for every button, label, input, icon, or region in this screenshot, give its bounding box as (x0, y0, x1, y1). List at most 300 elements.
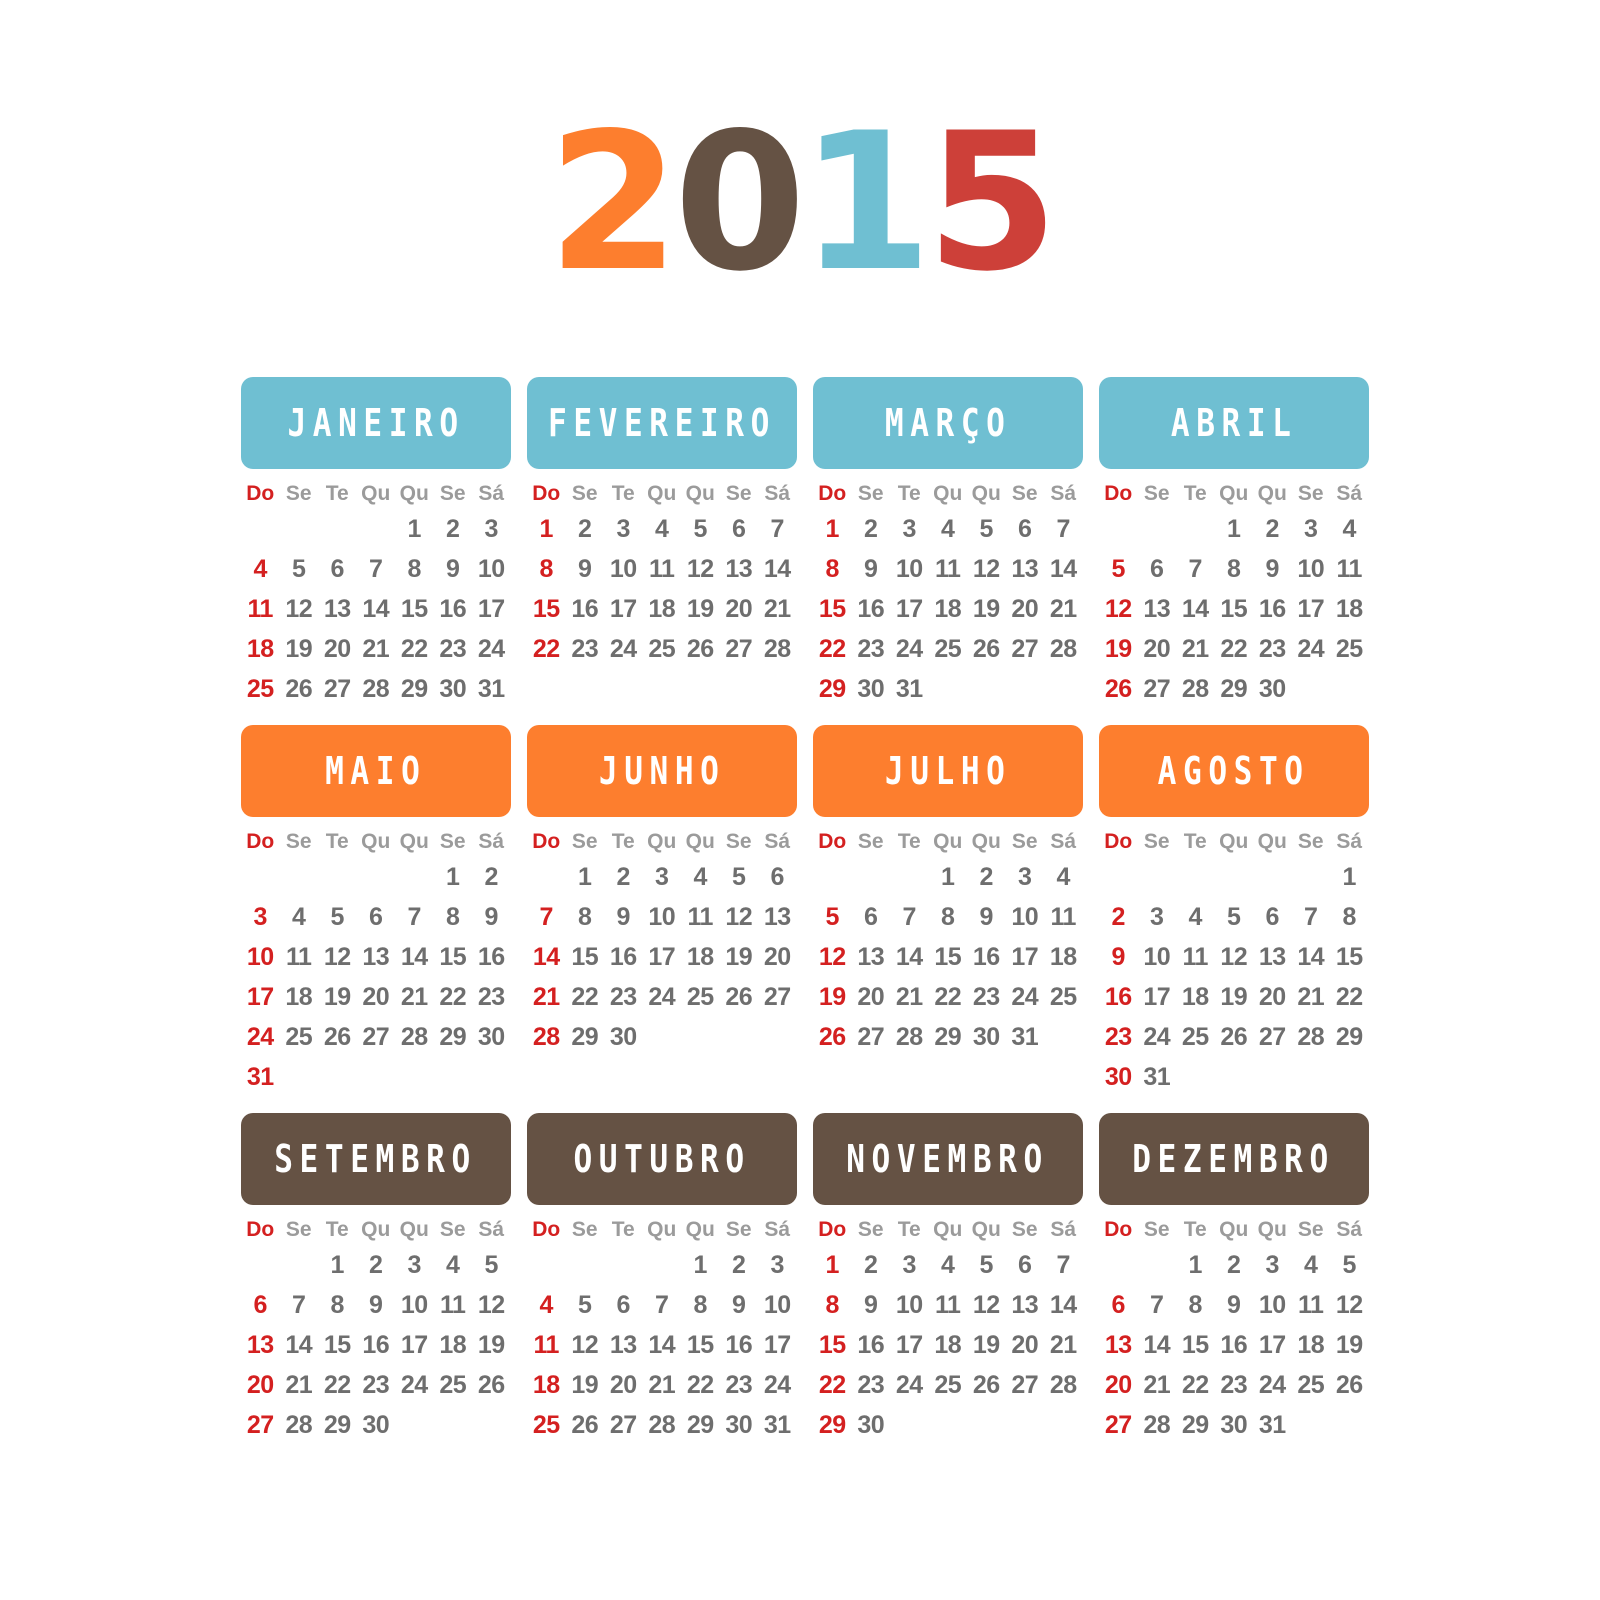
day-cell: 20 (763, 943, 791, 971)
weekday-label: Se (1011, 482, 1038, 505)
day-cell: 15 (686, 1331, 714, 1359)
month-header (813, 377, 1083, 469)
weekday-label: Se (1297, 1218, 1324, 1241)
day-cell: 7 (1188, 555, 1202, 583)
day-cell: 30 (972, 1023, 1000, 1051)
month-junho (527, 725, 797, 1113)
day-cell: 23 (477, 983, 505, 1011)
month-header (241, 725, 511, 817)
day-cell: 20 (725, 595, 753, 623)
day-cell: 4 (292, 903, 306, 931)
day-cell: 28 (362, 675, 390, 703)
weekday-label: Do (1104, 482, 1133, 505)
day-cell: 28 (1297, 1023, 1325, 1051)
day-cell: 15 (439, 943, 467, 971)
day-cell: 8 (941, 903, 955, 931)
day-cell: 30 (1220, 1411, 1248, 1439)
day-cell: 12 (1335, 1291, 1363, 1319)
day-cell: 9 (446, 555, 460, 583)
day-cell: 14 (1181, 595, 1209, 623)
day-cell: 8 (1227, 555, 1241, 583)
day-cell: 26 (1220, 1023, 1248, 1051)
day-cell: 29 (934, 1023, 962, 1051)
year-title (0, 92, 1600, 313)
month-name: SETEMBRO (274, 1137, 478, 1181)
day-cell: 8 (693, 1291, 707, 1319)
weekday-label: Do (246, 482, 275, 505)
weekday-label: Se (857, 482, 884, 505)
day-cell: 15 (1220, 595, 1248, 623)
day-cell: 11 (935, 1291, 961, 1319)
empty-day (241, 509, 280, 549)
day-cell: 21 (285, 1371, 313, 1399)
day-cell: 4 (1056, 863, 1070, 891)
day-cell: 1 (693, 1251, 707, 1279)
day-cell: 19 (1104, 635, 1132, 663)
day-cell: 14 (285, 1331, 313, 1359)
month-dezembro (1099, 1113, 1369, 1453)
weekday-label: Se (725, 1218, 752, 1241)
day-cell: 23 (972, 983, 1000, 1011)
empty-day (852, 857, 891, 897)
day-cell: 18 (1297, 1331, 1325, 1359)
day-cell: 22 (400, 635, 428, 663)
weekday-label: Sá (764, 830, 791, 853)
day-cell: 29 (818, 1411, 846, 1439)
weekday-label: Se (1143, 1218, 1170, 1241)
day-cell: 1 (1188, 1251, 1202, 1279)
day-cell: 28 (895, 1023, 923, 1051)
day-cell: 4 (693, 863, 707, 891)
day-cell: 23 (1258, 635, 1286, 663)
weekday-label: Qu (971, 482, 1001, 505)
day-cell: 18 (934, 1331, 962, 1359)
day-cell: 30 (439, 675, 467, 703)
weekday-label: Se (857, 1218, 884, 1241)
day-cell: 25 (1049, 983, 1077, 1011)
day-cell: 26 (1104, 675, 1132, 703)
day-cell: 19 (686, 595, 714, 623)
day-cell: 15 (1181, 1331, 1209, 1359)
day-cell: 20 (1143, 635, 1171, 663)
day-cell: 28 (763, 635, 791, 663)
day-cell: 12 (285, 595, 313, 623)
day-cell: 19 (571, 1371, 599, 1399)
day-cell: 12 (725, 903, 753, 931)
day-cell: 26 (323, 1023, 351, 1051)
month-header (527, 1113, 797, 1205)
day-cell: 29 (818, 675, 846, 703)
day-cell: 9 (1111, 943, 1125, 971)
day-cell: 14 (895, 943, 923, 971)
empty-day (1099, 1245, 1138, 1285)
day-cell: 30 (477, 1023, 505, 1051)
day-cell: 26 (972, 1371, 1000, 1399)
weekday-label: Qu (685, 1218, 715, 1241)
day-cell: 11 (935, 555, 961, 583)
weekday-label: Qu (1257, 482, 1287, 505)
weekday-label: Sá (1336, 1218, 1363, 1241)
day-cell: 28 (285, 1411, 313, 1439)
day-cell: 3 (407, 1251, 421, 1279)
weekday-label: Te (325, 1218, 349, 1241)
days-grid (241, 1215, 511, 1445)
weekday-label: Sá (478, 830, 505, 853)
day-cell: 21 (362, 635, 390, 663)
weekday-label: Te (611, 1218, 635, 1241)
day-cell: 8 (330, 1291, 344, 1319)
day-cell: 7 (1056, 515, 1070, 543)
day-cell: 2 (446, 515, 460, 543)
day-cell: 29 (323, 1411, 351, 1439)
day-cell: 17 (1297, 595, 1325, 623)
day-cell: 3 (616, 515, 630, 543)
day-cell: 27 (1011, 1371, 1039, 1399)
day-cell: 8 (407, 555, 421, 583)
empty-day (280, 1245, 319, 1285)
day-cell: 16 (609, 943, 637, 971)
day-cell: 1 (578, 863, 592, 891)
day-cell: 9 (578, 555, 592, 583)
day-cell: 28 (648, 1411, 676, 1439)
day-cell: 22 (571, 983, 599, 1011)
month-name: JANEIRO (287, 401, 465, 445)
day-cell: 21 (648, 1371, 676, 1399)
day-cell: 16 (972, 943, 1000, 971)
day-cell: 12 (972, 555, 1000, 583)
day-cell: 9 (1227, 1291, 1241, 1319)
weekday-label: Se (1011, 830, 1038, 853)
day-cell: 19 (477, 1331, 505, 1359)
day-cell: 25 (439, 1371, 467, 1399)
days-grid (1099, 827, 1369, 1097)
day-cell: 25 (1181, 1023, 1209, 1051)
day-cell: 6 (1111, 1291, 1125, 1319)
day-cell: 7 (369, 555, 383, 583)
day-cell: 25 (648, 635, 676, 663)
weekday-label: Te (897, 830, 921, 853)
day-cell: 6 (1265, 903, 1279, 931)
day-cell: 27 (609, 1411, 637, 1439)
day-cell: 11 (440, 1291, 466, 1319)
day-cell: 5 (330, 903, 344, 931)
weekday-label: Se (1297, 482, 1324, 505)
day-cell: 17 (246, 983, 274, 1011)
day-cell: 12 (323, 943, 351, 971)
weekday-label: Te (897, 1218, 921, 1241)
day-cell: 26 (571, 1411, 599, 1439)
day-cell: 15 (571, 943, 599, 971)
day-cell: 8 (825, 1291, 839, 1319)
month-name: MAIO (325, 749, 427, 793)
weekday-label: Sá (1050, 1218, 1077, 1241)
day-cell: 29 (400, 675, 428, 703)
day-cell: 7 (902, 903, 916, 931)
days-grid (241, 827, 511, 1097)
day-cell: 11 (687, 903, 713, 931)
day-cell: 4 (941, 1251, 955, 1279)
day-cell: 23 (362, 1371, 390, 1399)
weekday-label: Qu (399, 830, 429, 853)
day-cell: 29 (686, 1411, 714, 1439)
empty-day (1176, 509, 1215, 549)
day-cell: 11 (1298, 1291, 1324, 1319)
day-cell: 30 (1258, 675, 1286, 703)
day-cell: 3 (1304, 515, 1318, 543)
day-cell: 21 (1297, 983, 1325, 1011)
empty-day (1099, 509, 1138, 549)
day-cell: 22 (1335, 983, 1363, 1011)
weekday-label: Qu (647, 830, 677, 853)
day-cell: 5 (732, 863, 746, 891)
day-cell: 31 (1258, 1411, 1286, 1439)
day-cell: 29 (1181, 1411, 1209, 1439)
day-cell: 13 (763, 903, 791, 931)
day-cell: 13 (857, 943, 885, 971)
day-cell: 11 (1336, 555, 1362, 583)
weekday-label: Qu (933, 830, 963, 853)
weekday-label: Do (532, 482, 561, 505)
month-name: JUNHO (598, 749, 726, 793)
day-cell: 12 (972, 1291, 1000, 1319)
day-cell: 22 (818, 635, 846, 663)
day-cell: 10 (477, 555, 505, 583)
weekday-label: Te (1183, 1218, 1207, 1241)
day-cell: 11 (1182, 943, 1208, 971)
day-cell: 31 (477, 675, 505, 703)
day-cell: 17 (400, 1331, 428, 1359)
day-cell: 22 (1181, 1371, 1209, 1399)
day-cell: 4 (539, 1291, 553, 1319)
weekday-label: Do (532, 830, 561, 853)
weekday-label: Qu (361, 1218, 391, 1241)
days-grid (527, 479, 797, 669)
day-cell: 14 (1049, 555, 1077, 583)
day-cell: 24 (246, 1023, 274, 1051)
day-cell: 30 (609, 1023, 637, 1051)
day-cell: 26 (1335, 1371, 1363, 1399)
day-cell: 23 (609, 983, 637, 1011)
day-cell: 15 (818, 1331, 846, 1359)
days-grid (813, 827, 1083, 1057)
day-cell: 21 (895, 983, 923, 1011)
day-cell: 14 (362, 595, 390, 623)
day-cell: 19 (972, 595, 1000, 623)
day-cell: 25 (532, 1411, 560, 1439)
weekday-label: Te (611, 482, 635, 505)
weekday-label: Sá (764, 1218, 791, 1241)
day-cell: 18 (1049, 943, 1077, 971)
weekday-label: Qu (1257, 830, 1287, 853)
day-cell: 1 (941, 863, 955, 891)
day-cell: 1 (825, 1251, 839, 1279)
month-novembro (813, 1113, 1083, 1453)
day-cell: 26 (477, 1371, 505, 1399)
day-cell: 14 (763, 555, 791, 583)
day-cell: 8 (1188, 1291, 1202, 1319)
day-cell: 1 (446, 863, 460, 891)
day-cell: 10 (1011, 903, 1039, 931)
month-janeiro (241, 377, 511, 725)
month-name: ABRIL (1170, 401, 1298, 445)
days-grid (241, 479, 511, 709)
day-cell: 9 (616, 903, 630, 931)
day-cell: 21 (763, 595, 791, 623)
month-name: DEZEMBRO (1132, 1137, 1336, 1181)
day-cell: 10 (1258, 1291, 1286, 1319)
weekday-label: Qu (399, 482, 429, 505)
weekday-label: Qu (399, 1218, 429, 1241)
day-cell: 20 (1104, 1371, 1132, 1399)
day-cell: 3 (1265, 1251, 1279, 1279)
day-cell: 16 (439, 595, 467, 623)
day-cell: 23 (571, 635, 599, 663)
day-cell: 12 (686, 555, 714, 583)
empty-day (241, 857, 280, 897)
day-cell: 7 (770, 515, 784, 543)
weekday-label: Sá (478, 1218, 505, 1241)
calendar-grid (241, 377, 1371, 1453)
day-cell: 10 (763, 1291, 791, 1319)
day-cell: 8 (825, 555, 839, 583)
weekday-label: Do (532, 1218, 561, 1241)
weekday-label: Qu (685, 830, 715, 853)
weekday-label: Qu (971, 1218, 1001, 1241)
day-cell: 28 (1181, 675, 1209, 703)
day-cell: 12 (1104, 595, 1132, 623)
day-cell: 6 (253, 1291, 267, 1319)
day-cell: 4 (941, 515, 955, 543)
day-cell: 28 (1049, 1371, 1077, 1399)
weekday-label: Te (611, 830, 635, 853)
day-cell: 30 (857, 675, 885, 703)
day-cell: 25 (934, 635, 962, 663)
day-cell: 28 (400, 1023, 428, 1051)
day-cell: 21 (1143, 1371, 1171, 1399)
day-cell: 9 (484, 903, 498, 931)
day-cell: 3 (484, 515, 498, 543)
day-cell: 24 (477, 635, 505, 663)
day-cell: 24 (400, 1371, 428, 1399)
day-cell: 3 (770, 1251, 784, 1279)
day-cell: 7 (655, 1291, 669, 1319)
day-cell: 29 (1220, 675, 1248, 703)
day-cell: 4 (446, 1251, 460, 1279)
day-cell: 16 (571, 595, 599, 623)
empty-day (241, 1245, 280, 1285)
day-cell: 24 (1258, 1371, 1286, 1399)
weekday-label: Qu (361, 482, 391, 505)
day-cell: 19 (323, 983, 351, 1011)
day-cell: 4 (1188, 903, 1202, 931)
empty-day (395, 857, 434, 897)
day-cell: 6 (330, 555, 344, 583)
day-cell: 7 (539, 903, 553, 931)
day-cell: 10 (895, 555, 923, 583)
day-cell: 18 (285, 983, 313, 1011)
day-cell: 16 (1258, 595, 1286, 623)
day-cell: 8 (1342, 903, 1356, 931)
month-setembro (241, 1113, 511, 1453)
day-cell: 27 (857, 1023, 885, 1051)
month-header (1099, 377, 1369, 469)
empty-day (604, 1245, 643, 1285)
empty-day (527, 857, 566, 897)
day-cell: 1 (539, 515, 553, 543)
empty-day (318, 857, 357, 897)
day-cell: 23 (439, 635, 467, 663)
day-cell: 16 (857, 1331, 885, 1359)
month-março (813, 377, 1083, 725)
day-cell: 18 (532, 1371, 560, 1399)
day-cell: 9 (369, 1291, 383, 1319)
day-cell: 24 (895, 1371, 923, 1399)
month-name: AGOSTO (1158, 749, 1310, 793)
day-cell: 10 (1143, 943, 1171, 971)
month-abril (1099, 377, 1369, 725)
day-cell: 30 (725, 1411, 753, 1439)
weekday-label: Se (1143, 830, 1170, 853)
day-cell: 8 (578, 903, 592, 931)
day-cell: 19 (725, 943, 753, 971)
day-cell: 13 (609, 1331, 637, 1359)
day-cell: 17 (609, 595, 637, 623)
empty-day (1292, 857, 1331, 897)
day-cell: 6 (616, 1291, 630, 1319)
day-cell: 6 (369, 903, 383, 931)
day-cell: 23 (1104, 1023, 1132, 1051)
day-cell: 18 (246, 635, 274, 663)
day-cell: 15 (934, 943, 962, 971)
day-cell: 9 (864, 555, 878, 583)
day-cell: 24 (609, 635, 637, 663)
weekday-label: Do (818, 830, 847, 853)
day-cell: 16 (857, 595, 885, 623)
empty-day (1138, 509, 1177, 549)
day-cell: 16 (725, 1331, 753, 1359)
day-cell: 10 (609, 555, 637, 583)
day-cell: 1 (407, 515, 421, 543)
day-cell: 16 (477, 943, 505, 971)
day-cell: 30 (362, 1411, 390, 1439)
day-cell: 5 (292, 555, 306, 583)
empty-day (280, 857, 319, 897)
day-cell: 20 (857, 983, 885, 1011)
weekday-label: Qu (361, 830, 391, 853)
day-cell: 11 (649, 555, 675, 583)
day-cell: 5 (1111, 555, 1125, 583)
weekday-label: Qu (933, 482, 963, 505)
empty-day (527, 1245, 566, 1285)
day-cell: 13 (323, 595, 351, 623)
day-cell: 28 (532, 1023, 560, 1051)
day-cell: 2 (864, 1251, 878, 1279)
weekday-label: Te (1183, 482, 1207, 505)
day-cell: 26 (285, 675, 313, 703)
day-cell: 23 (725, 1371, 753, 1399)
day-cell: 28 (1143, 1411, 1171, 1439)
month-agosto (1099, 725, 1369, 1113)
month-header (813, 1113, 1083, 1205)
weekday-label: Qu (1219, 482, 1249, 505)
days-grid (813, 479, 1083, 709)
day-cell: 27 (362, 1023, 390, 1051)
day-cell: 22 (439, 983, 467, 1011)
day-cell: 13 (362, 943, 390, 971)
day-cell: 5 (979, 515, 993, 543)
empty-day (566, 1245, 605, 1285)
day-cell: 6 (1018, 515, 1032, 543)
